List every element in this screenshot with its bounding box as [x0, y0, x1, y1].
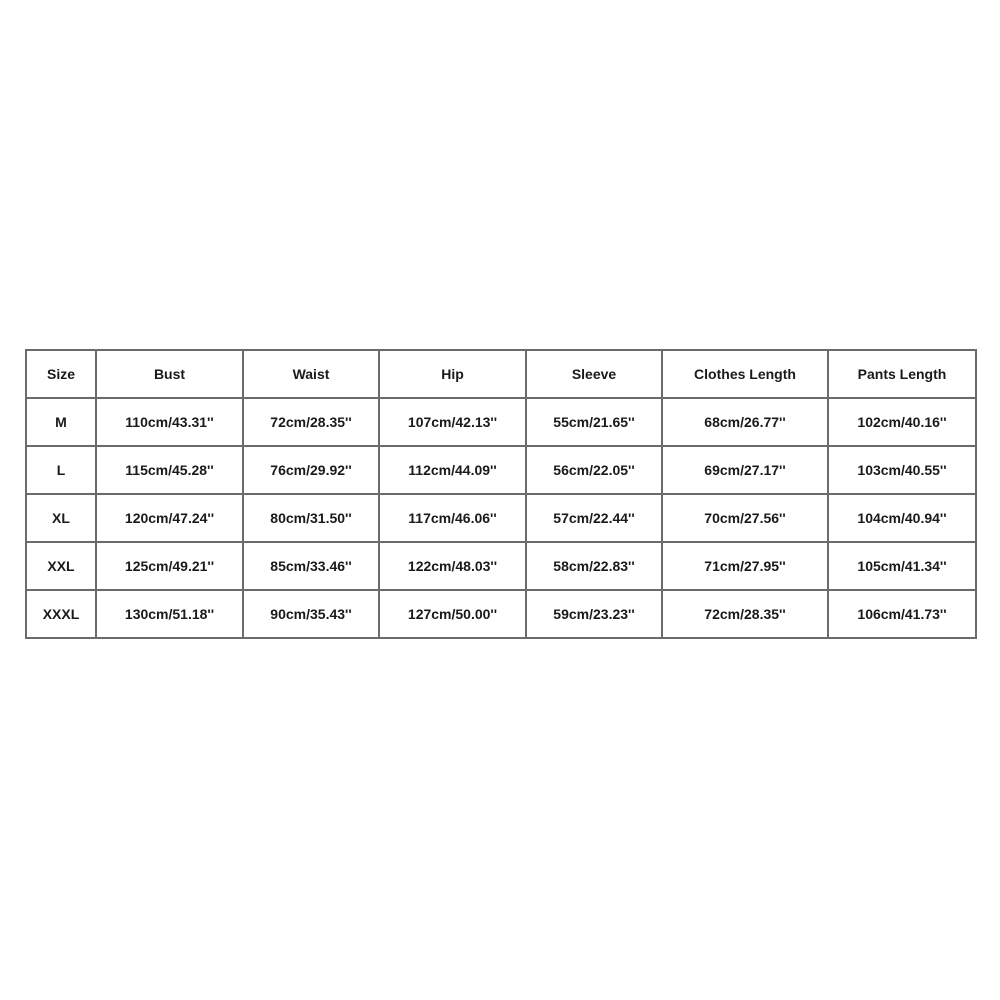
- waist-cell: 76cm/29.92'': [243, 446, 379, 494]
- sleeve-cell: 57cm/22.44'': [526, 494, 662, 542]
- header-bust: Bust: [96, 350, 243, 398]
- table-row: [26, 542, 976, 590]
- header-size: Size: [26, 350, 96, 398]
- hip-cell: 107cm/42.13'': [379, 398, 526, 446]
- clothes-length-cell: 70cm/27.56'': [662, 494, 828, 542]
- sleeve-cell: 59cm/23.23'': [526, 590, 662, 638]
- clothes-length-cell: 68cm/26.77'': [662, 398, 828, 446]
- header-sleeve: Sleeve: [526, 350, 662, 398]
- table-row: [26, 446, 976, 494]
- bust-cell: 130cm/51.18'': [96, 590, 243, 638]
- bust-cell: 125cm/49.21'': [96, 542, 243, 590]
- hip-cell: 127cm/50.00'': [379, 590, 526, 638]
- size-chart-table: [25, 349, 977, 639]
- clothes-length-cell: 69cm/27.17'': [662, 446, 828, 494]
- size-cell: XXXL: [26, 590, 96, 638]
- hip-cell: 117cm/46.06'': [379, 494, 526, 542]
- waist-cell: 85cm/33.46'': [243, 542, 379, 590]
- header-hip: Hip: [379, 350, 526, 398]
- size-cell: M: [26, 398, 96, 446]
- sleeve-cell: 58cm/22.83'': [526, 542, 662, 590]
- size-cell: L: [26, 446, 96, 494]
- sleeve-cell: 55cm/21.65'': [526, 398, 662, 446]
- bust-cell: 110cm/43.31'': [96, 398, 243, 446]
- table-row: [26, 398, 976, 446]
- pants-length-cell: 106cm/41.73'': [828, 590, 976, 638]
- header-pants-length: Pants Length: [828, 350, 976, 398]
- hip-cell: 112cm/44.09'': [379, 446, 526, 494]
- pants-length-cell: 104cm/40.94'': [828, 494, 976, 542]
- table-row: [26, 590, 976, 638]
- size-cell: XL: [26, 494, 96, 542]
- sleeve-cell: 56cm/22.05'': [526, 446, 662, 494]
- pants-length-cell: 102cm/40.16'': [828, 398, 976, 446]
- header-row: [26, 350, 976, 398]
- waist-cell: 90cm/35.43'': [243, 590, 379, 638]
- size-cell: XXL: [26, 542, 96, 590]
- pants-length-cell: 105cm/41.34'': [828, 542, 976, 590]
- header-waist: Waist: [243, 350, 379, 398]
- waist-cell: 80cm/31.50'': [243, 494, 379, 542]
- bust-cell: 120cm/47.24'': [96, 494, 243, 542]
- clothes-length-cell: 71cm/27.95'': [662, 542, 828, 590]
- pants-length-cell: 103cm/40.55'': [828, 446, 976, 494]
- waist-cell: 72cm/28.35'': [243, 398, 379, 446]
- header-clothes-length: Clothes Length: [662, 350, 828, 398]
- table-row: [26, 494, 976, 542]
- hip-cell: 122cm/48.03'': [379, 542, 526, 590]
- clothes-length-cell: 72cm/28.35'': [662, 590, 828, 638]
- bust-cell: 115cm/45.28'': [96, 446, 243, 494]
